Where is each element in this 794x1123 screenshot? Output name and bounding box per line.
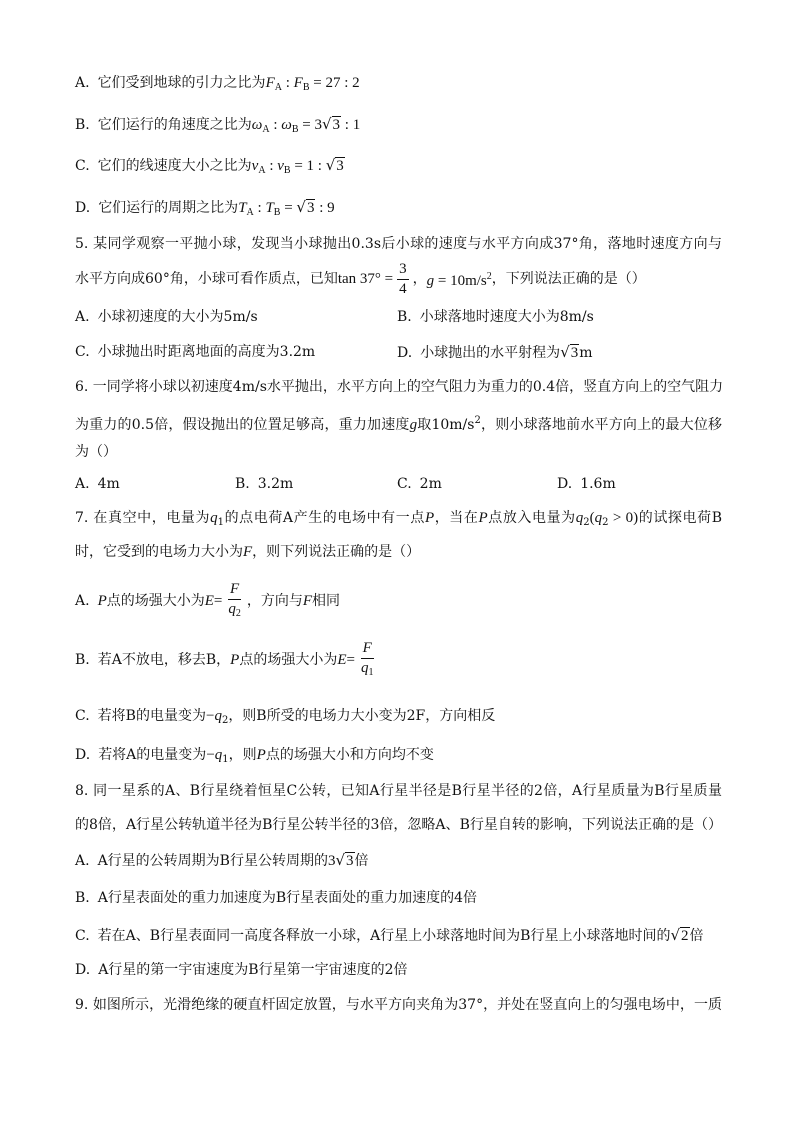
unit: m [579, 345, 593, 361]
q8-stem-line-1: 8. 同一星系的A、B行星绕着恒星C公转，已知A行星半径是B行星半径的2倍，A行星质量为B行星质量 [75, 783, 722, 799]
math-var: q [360, 659, 369, 676]
option-text: 点的场强大小为 [106, 593, 205, 609]
option-label: D. [75, 747, 91, 763]
option-label: B. [75, 652, 90, 668]
q7-option-d [75, 745, 722, 770]
math-var: P [478, 510, 488, 526]
math-var: P [256, 747, 266, 763]
sqrt-sign: √ [296, 198, 306, 216]
subscript: A [246, 207, 254, 218]
radicand: 3 [306, 200, 315, 216]
q7-option-c [75, 706, 722, 731]
math-var: T [265, 200, 274, 216]
option-text: 1.6m [580, 476, 616, 492]
stem-text: 的点电荷A产生的电场中有一点 [223, 510, 425, 526]
superscript: 2 [486, 271, 492, 282]
subscript: 2 [583, 517, 590, 528]
option-label: B. [397, 309, 412, 325]
equals: = [346, 652, 355, 668]
option-label: B. [235, 476, 250, 492]
subscript: B [273, 207, 281, 218]
option-text: A行星的第一宇宙速度为B行星第一宇宙速度的2倍 [98, 962, 408, 978]
q7-option-b [75, 636, 722, 684]
math-text: = 3 [298, 117, 322, 133]
math-var: g [409, 417, 418, 433]
option-text: 2m [419, 476, 442, 492]
math-text: : 9 [315, 200, 335, 216]
q7-option-a [75, 577, 722, 625]
radicand: 3 [570, 345, 579, 361]
force-ratio-formula [266, 75, 360, 91]
radicand: 3 [346, 853, 354, 869]
option-text: ，方向与 [246, 593, 303, 609]
radicand: 2 [681, 928, 689, 944]
option-text: ，则 [228, 747, 257, 763]
math-var: v [251, 158, 259, 174]
math-var: v [277, 158, 284, 174]
numerator: F [228, 581, 241, 600]
option-text: A行星的公转周期为B行星公转周期的 [97, 853, 328, 869]
option-label: C. [75, 708, 90, 724]
stem-text: ， [412, 271, 427, 287]
period-formula [238, 200, 334, 216]
minus-sign: − [206, 747, 215, 763]
subscript: B [291, 124, 299, 135]
option-label: C. [75, 158, 90, 174]
sqrt-sign: √ [670, 926, 681, 944]
subscript: 2 [602, 517, 609, 528]
q4-option-d [75, 197, 722, 223]
subscript: 2 [235, 607, 241, 619]
q6-stem-line-3: 为（） [75, 444, 117, 460]
option-text: 它们的线速度大小之比为 [97, 158, 252, 174]
minus-sign: − [205, 708, 215, 724]
q6-option-b [235, 474, 385, 494]
radicand: 3 [332, 117, 341, 133]
q5-option-d [397, 342, 717, 363]
option-text: 它们运行的角速度之比为 [97, 117, 252, 133]
math-text: : 1 [341, 117, 361, 133]
subscript: A [258, 165, 266, 176]
option-text: 小球初速度的大小为5m/s [97, 309, 258, 325]
q4-option-b [75, 114, 722, 140]
sqrt-sign: √ [321, 115, 332, 133]
option-label: D. [557, 476, 573, 492]
option-label: C. [75, 928, 90, 944]
option-label: C. [75, 344, 90, 360]
fraction [397, 261, 409, 298]
option-label: C. [397, 476, 412, 492]
subscript: 1 [217, 517, 224, 528]
q8-option-d [75, 960, 722, 980]
stem-text: ，则小球落地前水平方向上的最大位移 [480, 417, 723, 433]
fraction [359, 640, 376, 681]
math-text: : [265, 158, 278, 174]
q6-option-d [557, 474, 707, 494]
option-text: 小球落地时速度大小为8m/s [419, 309, 594, 325]
q5-stem-line-1: 5. 某同学观察一平抛小球，发现当小球抛出0.3s后小球的速度与水平方向成37°角，落地时速度方向与 [75, 236, 722, 252]
subscript: 2 [221, 715, 229, 726]
stem-text: 为重力的0.5倍，假设抛出的位置足够高，重力加速度 [75, 417, 410, 433]
option-text: 3.2m [257, 476, 294, 492]
stem-text: 水平方向成60°角，小球可看作质点，已知 [75, 271, 338, 287]
stem-text: 的试探电荷B [638, 510, 722, 526]
q5-option-a [75, 307, 385, 327]
math-var: ω [281, 117, 292, 133]
q4-option-c [75, 155, 722, 181]
stem-text: 取10m/s [417, 417, 475, 433]
sqrt-sign: √ [325, 156, 336, 174]
option-text: 小球抛出时距离地面的高度为3.2m [97, 344, 316, 360]
stem-text: ，下列说法正确的是（） [491, 271, 646, 287]
q8-stem-line-2: 的8倍，A行星公转轨道半径为B行星公转半径的3倍，忽略A、B行星自转的影响，下列说法正确的是（） [75, 817, 722, 833]
q6-option-a [75, 474, 225, 494]
paren-open: ( [589, 510, 595, 526]
q8-option-c [75, 925, 722, 946]
option-text: A行星表面处的重力加速度为B行星表面处的重力加速度的4倍 [97, 890, 478, 906]
option-text: 小球抛出的水平射程为 [420, 345, 561, 361]
option-label: D. [75, 962, 91, 978]
fraction [226, 581, 243, 622]
denominator [359, 659, 376, 681]
math-text: = 10m/s [434, 273, 487, 289]
q5-option-c [75, 342, 385, 362]
stem-text: ，当在 [434, 510, 479, 526]
subscript: A [274, 82, 282, 93]
q8-option-a [75, 850, 722, 871]
subscript: B [283, 165, 291, 176]
q4-option-a [75, 73, 722, 98]
option-text: 点的场强大小和方向均不变 [265, 747, 434, 763]
sqrt-sign: √ [335, 851, 346, 869]
numerator: 3 [397, 261, 409, 280]
option-label: A. [75, 476, 90, 492]
math-var: q [594, 510, 603, 526]
option-label: A. [75, 853, 90, 869]
math-var: q [575, 510, 584, 526]
math-text: = [280, 200, 297, 216]
q7-stem-line-1 [75, 508, 722, 533]
subscript: B [302, 82, 310, 93]
math-var: ω [251, 117, 263, 133]
math-var: P [230, 652, 240, 668]
option-text: 点的场强大小为 [239, 652, 338, 668]
math-var: F [265, 75, 275, 91]
math-var: q [214, 747, 223, 763]
q8-option-b [75, 888, 722, 908]
option-text: 4m [97, 476, 120, 492]
option-label: B. [75, 117, 90, 133]
math-var: q [210, 510, 218, 526]
math-var: F [302, 593, 313, 609]
denominator [226, 600, 243, 622]
q5-stem-line-2 [75, 255, 722, 303]
option-label: A. [75, 593, 90, 609]
superscript: 2 [474, 415, 481, 426]
math-var: E [337, 652, 347, 668]
option-text: 倍 [354, 853, 369, 869]
math-text: > 0) [608, 510, 639, 526]
option-label: D. [75, 200, 91, 216]
denominator: 4 [399, 280, 407, 297]
math-var: F [243, 544, 253, 560]
math-var: F [293, 75, 303, 91]
math-text: : [269, 117, 282, 133]
option-text: 它们受到地球的引力之比为 [97, 75, 266, 91]
q6-option-c [397, 474, 547, 494]
math-text: : [253, 200, 266, 216]
q7-stem-line-2 [75, 542, 722, 562]
sqrt-sign: √ [560, 343, 570, 361]
math-var: q [228, 600, 236, 617]
option-text: 若在A、B行星表面同一高度各释放一小球，A行星上小球落地时间为B行星上小球落地时间的 [97, 928, 671, 944]
math-var: P [424, 510, 435, 526]
gravity-expression [427, 267, 492, 291]
stem-text: 时，它受到的电场力大小为 [75, 544, 243, 560]
math-text: : [281, 75, 294, 91]
math-var: E [204, 593, 214, 609]
subscript: 1 [222, 754, 229, 765]
subscript: 1 [368, 666, 374, 678]
math-var: q [214, 708, 222, 724]
numerator: F [361, 640, 374, 659]
option-text: 若将B的电量变为 [97, 708, 206, 724]
radicand: 3 [336, 158, 344, 174]
option-text: 若A不放电，移去B， [97, 652, 231, 668]
option-text: 若将A的电量变为 [98, 747, 207, 763]
option-text: 倍 [689, 928, 704, 944]
option-label: B. [75, 890, 90, 906]
option-label: A. [75, 75, 90, 91]
math-text: = 1 : [290, 158, 326, 174]
subscript: A [262, 124, 270, 135]
option-text: 它们运行的周期之比为 [98, 200, 239, 216]
q6-stem-line-1: 6. 一同学将小球以初速度4m/s水平抛出，水平方向上的空气阻力为重力的0.4倍，竖直方向上的空气阻力 [75, 379, 724, 395]
equals: = [213, 593, 223, 609]
tan-expression: tan 37° = [337, 271, 394, 287]
math-var: g [426, 273, 435, 289]
stem-text: 点放入电量为 [487, 510, 576, 526]
math-var: T [238, 200, 247, 216]
option-label: D. [397, 345, 413, 361]
angular-velocity-formula [252, 117, 360, 133]
stem-text: 7. 在真空中，电量为 [75, 510, 211, 526]
option-label: A. [75, 309, 90, 325]
math-var: P [97, 593, 107, 609]
option-text: ，则B所受的电场力大小变为2F，方向相反 [228, 708, 496, 724]
q6-stem-line-2 [75, 411, 722, 435]
option-text: 相同 [312, 593, 341, 609]
stem-text: ，则下列说法正确的是（） [252, 544, 421, 560]
math-text: = 27 : 2 [309, 75, 360, 91]
q5-option-b [397, 307, 717, 327]
q9-stem-line-1: 9. 如图所示，光滑绝缘的硬直杆固定放置，与水平方向夹角为37°，并处在竖直向上的匀强电场中，一质 [75, 997, 722, 1013]
linear-velocity-formula [252, 158, 345, 174]
coefficient: 3 [327, 853, 336, 869]
